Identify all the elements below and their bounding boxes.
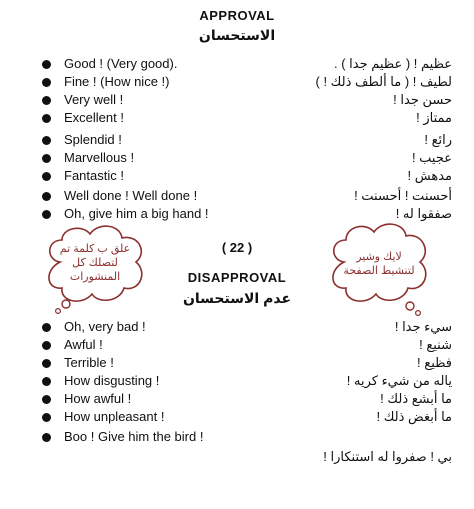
phrase-arabic: سيء جدا ! (394, 319, 452, 334)
phrase-arabic: أحسنت ! أحسنت ! (354, 188, 452, 203)
phrase-english: Well done ! Well done ! (64, 188, 198, 203)
left-comment-bubble (40, 222, 150, 314)
phrase-english: Marvellous ! (64, 150, 135, 165)
phrase-row (42, 167, 452, 187)
phrase-row (42, 109, 452, 129)
phrase-english: Fantastic ! (64, 168, 124, 183)
phrase-arabic: مدهش ! (407, 168, 452, 183)
phrase-row (42, 73, 452, 93)
approval-title-arabic: الاستحسان (198, 27, 276, 43)
page-number: ( 22 ) (221, 240, 253, 255)
phrase-row (42, 390, 452, 410)
disapproval-title: DISAPPROVAL (187, 270, 287, 285)
bullet-icon (42, 395, 51, 404)
phrase-english: Good ! (Very good). (64, 56, 178, 71)
phrase-row (42, 354, 452, 374)
bullet-icon (42, 210, 51, 219)
bullet-icon (42, 341, 51, 350)
phrase-arabic: ياله من شيء كريه ! (346, 373, 452, 388)
bullet-icon (42, 96, 51, 105)
phrase-row (42, 131, 452, 151)
phrase-row (42, 318, 452, 338)
phrase-arabic: ما أبغض ذلك ! (376, 409, 452, 424)
phrase-arabic: رائع ! (424, 132, 452, 147)
boo-arabic-text: بي ! صفروا له استنكارا ! (323, 449, 452, 464)
phrase-english: Oh, very bad ! (64, 319, 146, 334)
right-like-share-bubble (324, 220, 434, 316)
phrase-english: Splendid ! (64, 132, 122, 147)
bullet-icon (42, 377, 51, 386)
bullet-icon (42, 114, 51, 123)
phrase-english: How unpleasant ! (64, 409, 165, 424)
phrase-arabic: فظيع ! (417, 355, 452, 370)
bullet-icon (42, 192, 51, 201)
phrase-row (42, 428, 452, 448)
phrase-english: Boo ! Give him the bird ! (64, 429, 204, 444)
phrase-arabic: صفقوا له ! (395, 206, 452, 221)
phrase-arabic: ما أبشع ذلك ! (380, 391, 452, 406)
bullet-icon (42, 60, 51, 69)
disapproval-title-arabic: عدم الاستحسان (182, 290, 292, 306)
phrase-row (42, 187, 452, 207)
bullet-icon (42, 359, 51, 368)
bullet-icon (42, 154, 51, 163)
bullet-icon (42, 433, 51, 442)
bullet-icon (42, 78, 51, 87)
phrase-english: Oh, give him a big hand ! (64, 206, 209, 221)
phrase-row (42, 149, 452, 169)
phrase-english: Terrible ! (64, 355, 114, 370)
boo-arabic-line (42, 448, 452, 468)
phrase-arabic: ممتاز ! (416, 110, 452, 125)
phrase-arabic: لطيف ! ( ما ألطف ذلك ! ) (315, 74, 452, 89)
phrase-arabic: عجيب ! (411, 150, 452, 165)
phrase-row (42, 372, 452, 392)
phrase-row (42, 408, 452, 428)
phrase-english: Very well ! (64, 92, 124, 107)
phrase-english: How awful ! (64, 391, 132, 406)
phrase-row (42, 91, 452, 111)
phrase-arabic: عظيم ! ( عظيم جدا ) . (333, 56, 452, 71)
phrase-english: Awful ! (64, 337, 103, 352)
phrase-arabic: شنيع ! (419, 337, 452, 352)
phrase-row (42, 336, 452, 356)
right-bubble-text: لايك وشير لتنشيط الصفحة (343, 251, 415, 277)
phrase-arabic: حسن جدا ! (393, 92, 452, 107)
bullet-icon (42, 413, 51, 422)
phrase-row (42, 55, 452, 75)
phrase-english: Fine ! (How nice !) (64, 74, 170, 89)
phrase-english: How disgusting ! (64, 373, 160, 388)
phrase-english: Excellent ! (64, 110, 124, 125)
approval-title: APPROVAL (199, 8, 275, 23)
left-bubble-text: علق ب كلمة تم لتصلك كل المنشورات (59, 243, 131, 283)
bullet-icon (42, 323, 51, 332)
bullet-icon (42, 172, 51, 181)
bullet-icon (42, 136, 51, 145)
